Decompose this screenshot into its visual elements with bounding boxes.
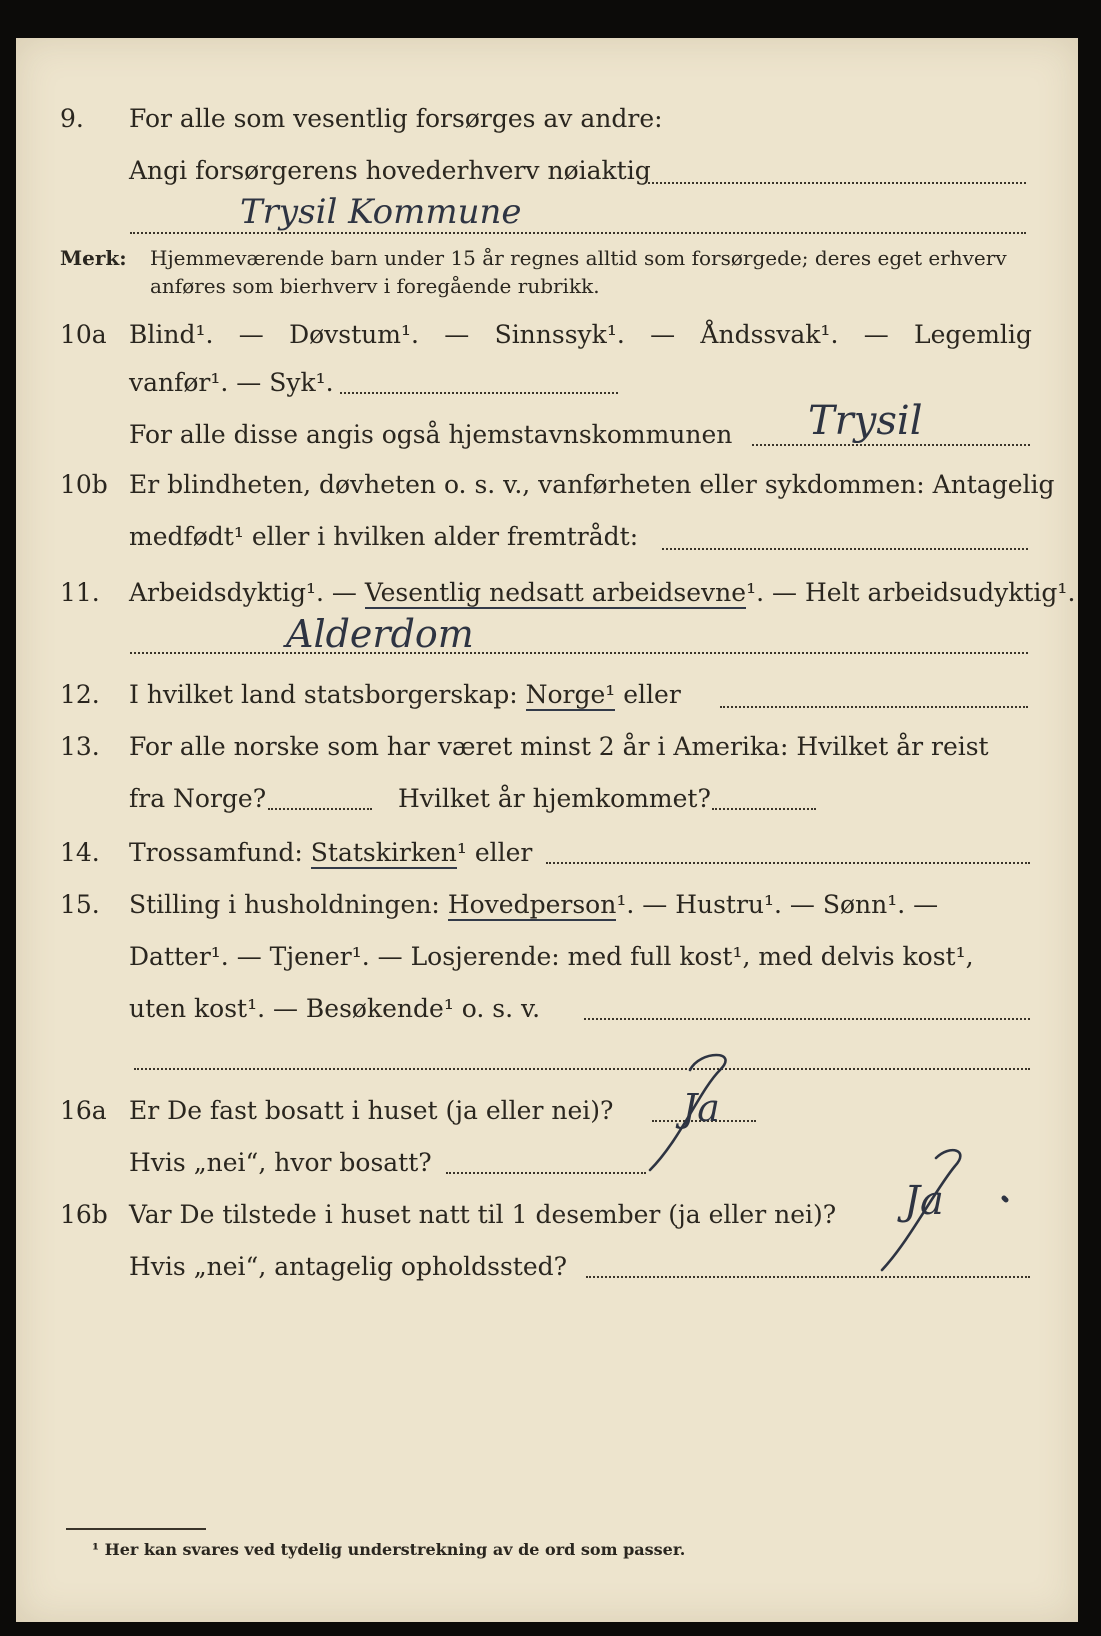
question-text: Er blindheten, døvheten o. s. v., vanførheten eller sykdommen: Antagelig	[129, 470, 1055, 499]
handwritten-answer-16b: Ja	[904, 1178, 944, 1224]
handwritten-answer-11: Alderdom	[286, 612, 474, 656]
dash: —	[863, 320, 889, 349]
option-blind: Blind¹.	[129, 320, 214, 349]
question-text: Arbeidsdyktig¹. — Vesentlig nedsatt arbeidsevne¹. — Helt arbeidsudyktig¹.	[129, 578, 1076, 607]
pen-stroke	[882, 1150, 960, 1270]
footnote-rule	[66, 1528, 206, 1530]
question-number: 10a	[60, 320, 107, 349]
pen-dot	[1004, 1198, 1006, 1200]
underlined-selection: Vesentlig nedsatt arbeidsevne	[364, 578, 747, 607]
question-number: 10b	[60, 470, 108, 499]
question-number: 16a	[60, 1096, 107, 1125]
footnote: ¹ Her kan svares ved tydelig understrekning av de ord som passer.	[92, 1540, 686, 1559]
question-text: Hvis „nei“, hvor bosatt?	[129, 1148, 432, 1177]
question-text: Hvilket år hjemkommet?	[398, 784, 711, 813]
question-text: For alle norske som har været minst 2 år i Amerika: Hvilket år reist	[129, 732, 989, 761]
underlined-selection: Statskirken	[310, 838, 457, 867]
question-number: 13.	[60, 732, 100, 761]
dash: —	[650, 320, 676, 349]
question-text: vanfør¹. — Syk¹.	[129, 368, 334, 397]
question-text: For alle disse angis også hjemstavnskommunen	[129, 420, 733, 449]
question-text: Trossamfund: Statskirken¹ eller	[129, 838, 533, 867]
dash: —	[444, 320, 470, 349]
handwritten-answer-9: Trysil Kommune	[240, 192, 522, 232]
note-label: Merk:	[60, 246, 127, 270]
question-number: 14.	[60, 838, 100, 867]
question-text: Var De tilstede i huset natt til 1 desember (ja eller nei)?	[129, 1200, 837, 1229]
underlined-selection: Hovedperson	[447, 890, 617, 919]
note-text: Hjemmeværende barn under 15 år regnes alltid som forsørgede; deres eget erhverv	[150, 246, 1007, 270]
handwritten-answer-10a: Trysil	[808, 398, 923, 444]
handwritten-answer-16a: Ja	[682, 1086, 720, 1130]
question-text: Hvis „nei“, antagelig opholdssted?	[129, 1252, 568, 1281]
question-text: Er De fast bosatt i huset (ja eller nei)?	[129, 1096, 614, 1125]
pen-stroke	[650, 1055, 726, 1170]
question-number: 9.	[60, 104, 84, 133]
question-number: 16b	[60, 1200, 108, 1229]
question-text: medfødt¹ eller i hvilken alder fremtrådt:	[129, 522, 639, 551]
option-sinnssyk: Sinnssyk¹.	[494, 320, 625, 349]
question-text: I hvilket land statsborgerskap: Norge¹ eller	[129, 680, 681, 709]
question-number: 11.	[60, 578, 100, 607]
question-text: For alle som vesentlig forsørges av andre:	[129, 104, 663, 133]
option-dovstum: Døvstum¹.	[289, 320, 419, 349]
option-legemlig: Legemlig	[914, 320, 1032, 349]
question-text: uten kost¹. — Besøkende¹ o. s. v.	[129, 994, 541, 1023]
question-number: 12.	[60, 680, 100, 709]
option-andssvak: Åndssvak¹.	[700, 320, 839, 349]
question-text: Stilling i husholdningen: Hovedperson¹. — Hustru¹. — Sønn¹. —	[129, 890, 939, 919]
underlined-selection: Norge¹	[525, 680, 616, 709]
question-text: fra Norge?	[129, 784, 267, 813]
question-text: Angi forsørgerens hovederhverv nøiaktig	[129, 156, 651, 185]
question-text: Datter¹. — Tjener¹. — Losjerende: med full kost¹, med delvis kost¹,	[129, 942, 974, 971]
question-number: 15.	[60, 890, 100, 919]
note-text: anføres som bierhverv i foregående rubrikk.	[150, 274, 600, 298]
dash: —	[238, 320, 264, 349]
